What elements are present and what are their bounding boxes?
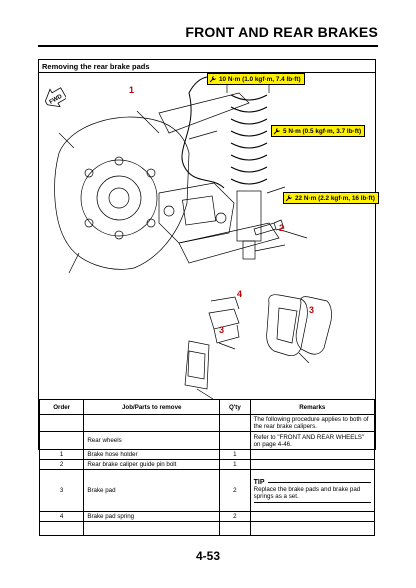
title-underline — [38, 45, 378, 47]
torque-value: 5 N·m (0.5 kgf·m, 3.7 lb·ft) — [283, 127, 362, 135]
callout-3-right: 3 — [309, 305, 315, 315]
wrench-icon — [285, 194, 293, 202]
header-job: Job/Parts to remove — [84, 400, 220, 415]
table-row — [40, 415, 375, 432]
torque-value: 10 N·m (1.0 kgf·m, 7.4 lb·ft) — [219, 75, 301, 83]
brake-assembly-illustration — [39, 73, 375, 399]
remarks-cell: Refer to "FRONT AND REAR WHEELS" on page 4-46. — [250, 432, 374, 450]
job-cell: Rear wheels — [84, 432, 220, 450]
header-qty: Q'ty — [220, 400, 250, 415]
fwd-label: FWD — [48, 93, 64, 106]
tip-divider — [254, 502, 371, 503]
table-header-row — [40, 400, 375, 415]
job-cell: Brake pad spring — [84, 512, 220, 522]
tip-text: Replace the brake pads and brake pad springs as a set. — [253, 485, 361, 500]
exploded-diagram — [39, 73, 375, 399]
header-order: Order — [40, 400, 84, 415]
wrench-icon — [273, 127, 281, 135]
page-title: FRONT AND REAR BRAKES — [185, 24, 378, 40]
torque-spec-2 — [271, 125, 365, 137]
callout-3-left: 3 — [219, 325, 225, 335]
job-cell: Brake pad — [84, 470, 220, 512]
callout-1: 1 — [129, 85, 135, 95]
wrench-icon — [209, 75, 217, 83]
table-row: 1 Brake hose holder 1 — [40, 450, 375, 460]
torque-spec-1 — [207, 73, 305, 85]
torque-value: 22 N·m (2.2 kgf·m, 16 lb·ft) — [295, 194, 375, 202]
table-row: 3 Brake pad 2 TIP Replace the brake pads and brake pad springs as a set. — [40, 470, 375, 512]
header-remarks: Remarks — [250, 400, 374, 415]
page-number: 4-53 — [195, 549, 221, 563]
table-row — [40, 432, 375, 450]
section-heading: Removing the rear brake pads — [42, 62, 150, 71]
fwd-arrow-icon — [44, 87, 66, 109]
tip-label: TIP — [254, 479, 371, 486]
tip-cell — [250, 470, 374, 512]
procedure-box — [38, 59, 376, 520]
parts-table — [39, 399, 375, 536]
table-row: 2 Rear brake caliper guide pin bolt 1 — [40, 460, 375, 470]
torque-spec-3 — [283, 192, 379, 204]
intro-remark: The following procedure applies to both of the rear brake calipers. — [250, 415, 374, 432]
table-row: 4 Brake pad spring 2 — [40, 512, 375, 522]
table-row-empty — [40, 522, 375, 536]
callout-4: 4 — [237, 289, 243, 299]
job-cell: Brake hose holder — [84, 450, 220, 460]
job-cell: Rear brake caliper guide pin bolt — [84, 460, 220, 470]
callout-2: 2 — [279, 223, 285, 233]
